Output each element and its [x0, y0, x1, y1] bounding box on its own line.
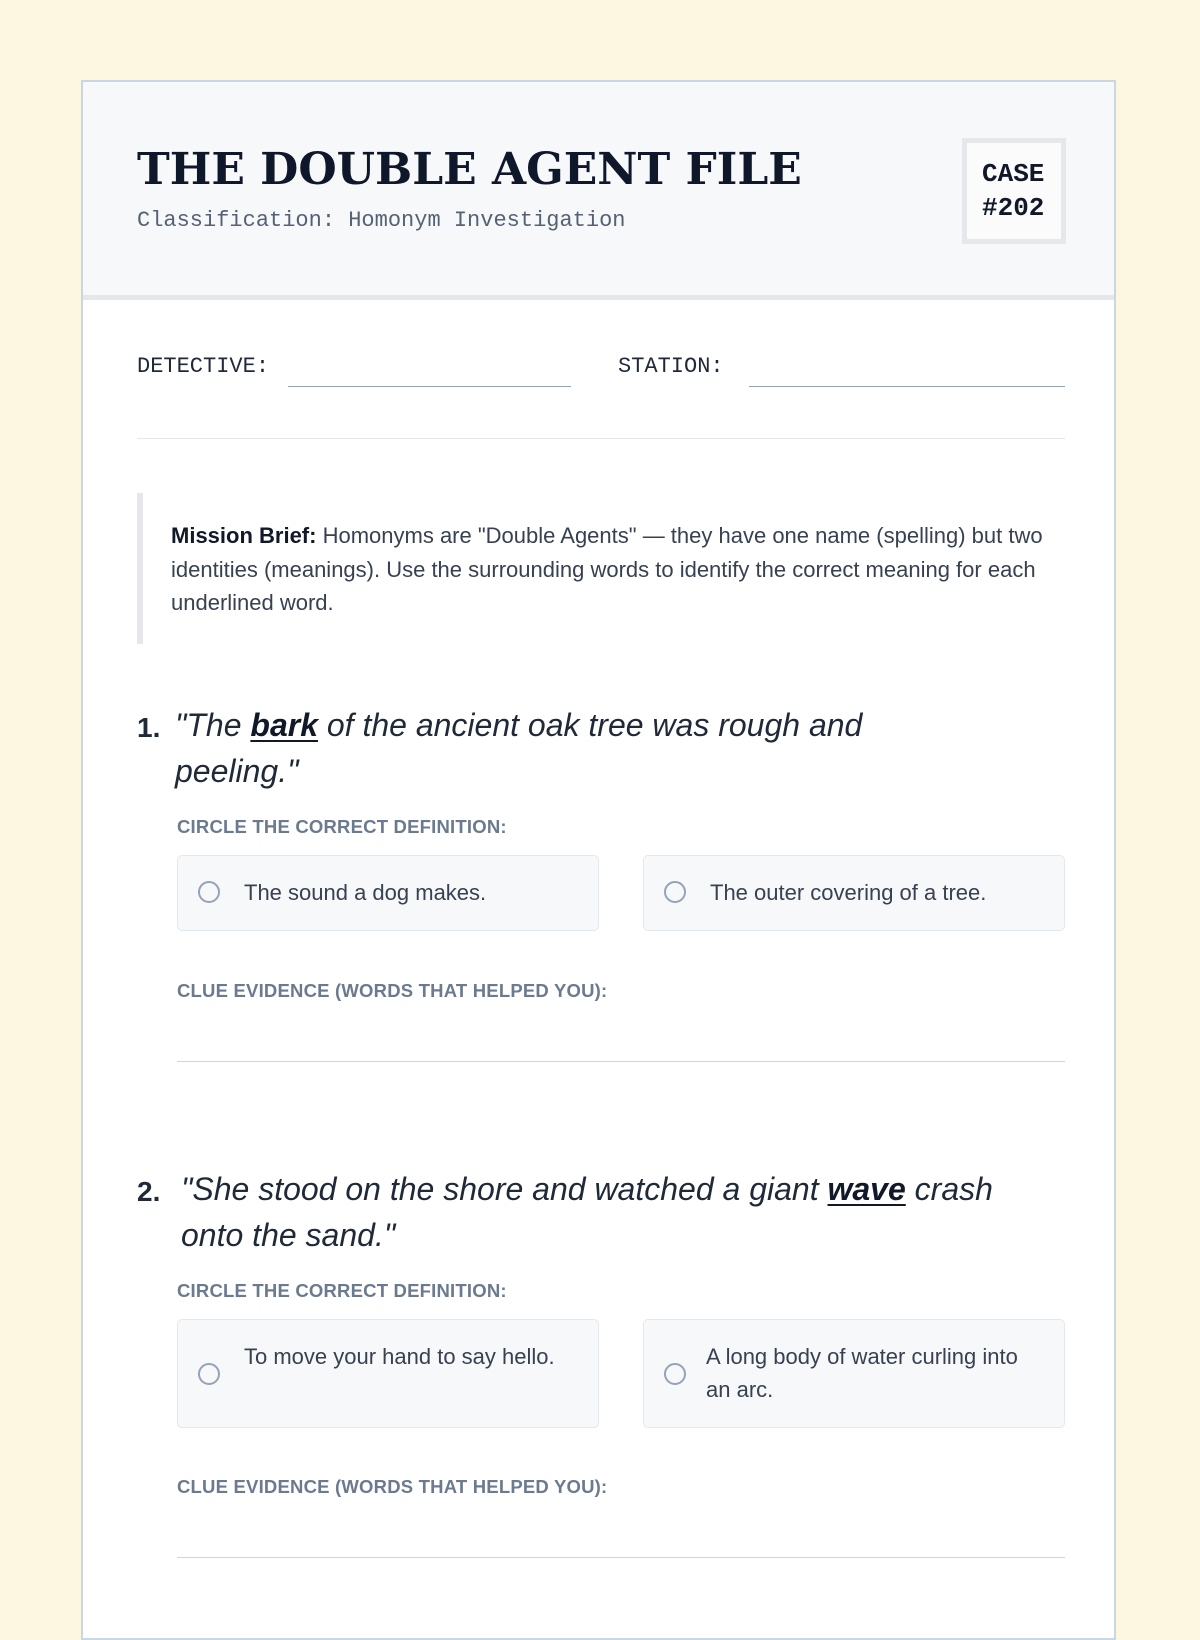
evidence-answer-line[interactable] — [177, 1557, 1065, 1558]
station-field[interactable] — [749, 386, 1065, 387]
page-title: THE DOUBLE AGENT FILE — [137, 144, 802, 195]
definition-label: CIRCLE THE CORRECT DEFINITION: — [177, 1280, 507, 1301]
mission-brief-lead: Mission Brief: — [171, 523, 317, 548]
question-sentence: "She stood on the shore and watched a giant wave crash onto the sand." — [181, 1171, 993, 1253]
info-fields — [137, 354, 1065, 394]
definition-option[interactable] — [177, 855, 599, 931]
worksheet — [81, 80, 1116, 1640]
definition-label: CIRCLE THE CORRECT DEFINITION: — [177, 816, 507, 837]
case-number-badge — [962, 138, 1066, 244]
question-sentence: "The bark of the ancient oak tree was rough and peeling." — [175, 707, 863, 789]
option-text: To move your hand to say hello. — [244, 1344, 555, 1369]
evidence-label: CLUE EVIDENCE (WORDS THAT HELPED YOU): — [177, 1476, 608, 1497]
definition-option[interactable] — [177, 1319, 599, 1428]
option-text: A long body of water curling into an arc. — [706, 1344, 1018, 1402]
mission-brief-text: Homonyms are "Double Agents" — they have one name (spelling) but two identities (meanings). Use the surrounding words to identify the correct meaning for each underlined word. — [171, 523, 1043, 615]
page-subtitle: Classification: Homonym Investigation — [137, 208, 626, 233]
definition-option[interactable] — [643, 1319, 1065, 1428]
section-divider — [137, 438, 1065, 439]
homonym-word: wave — [827, 1171, 906, 1207]
radio-circle-icon[interactable] — [664, 881, 686, 903]
option-text: The outer covering of a tree. — [710, 880, 987, 905]
detective-label: DETECTIVE: — [137, 354, 270, 379]
radio-circle-icon[interactable] — [198, 1363, 220, 1385]
case-number: #202 — [982, 193, 1045, 223]
detective-field[interactable] — [288, 386, 571, 387]
radio-circle-icon[interactable] — [664, 1363, 686, 1385]
radio-circle-icon[interactable] — [198, 881, 220, 903]
definition-option[interactable] — [643, 855, 1065, 931]
homonym-word: bark — [250, 707, 318, 743]
option-text: The sound a dog makes. — [244, 880, 487, 905]
mission-brief — [137, 493, 1065, 644]
station-label: STATION: — [618, 354, 724, 379]
evidence-answer-line[interactable] — [177, 1061, 1065, 1062]
worksheet-header — [83, 82, 1114, 300]
question-number: 2. — [137, 1176, 161, 1207]
case-label: CASE — [982, 159, 1045, 189]
evidence-label: CLUE EVIDENCE (WORDS THAT HELPED YOU): — [177, 980, 608, 1001]
question-number: 1. — [137, 712, 161, 743]
